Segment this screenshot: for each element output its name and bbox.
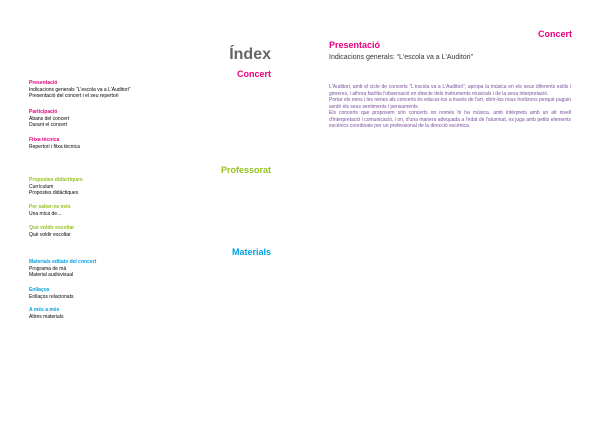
index-link[interactable]: Una mica de... <box>29 210 62 217</box>
section-concert: Concert <box>236 69 271 79</box>
group-title[interactable]: Enllaços <box>29 287 50 293</box>
index-link[interactable]: Durant el concert <box>29 122 68 128</box>
index-link[interactable]: Repertori i fitxa tècnica <box>29 143 80 150</box>
index-group-participacio <box>29 109 269 129</box>
index-group-fitxa-tecnica <box>29 137 269 150</box>
index-link[interactable]: Indicacions generals “L'escola va a L'Auditori” <box>29 86 131 93</box>
presentation-subtitle: Indicacions generals: “L'escola va a L'Auditori” <box>329 54 473 61</box>
body-paragraph: Portar els nens i les nenes als concerts és educar-los a través de l'art, obrir-los nous horitzons perquè puguin sentir els seus sentiments i pensaments. <box>329 97 571 110</box>
index-group-enllacos <box>29 287 269 300</box>
index-title: Índex <box>229 46 271 63</box>
index-link[interactable]: Propostes didàctiques <box>29 190 79 196</box>
index-link[interactable]: Què voldir escoltar <box>29 231 71 238</box>
body-paragraph: Els concerts que proposem són concerts on només hi ha música, amb intèrprets amb un alt nivell d'interpretació i comunicació, i on, d'una manera adequada a l'edat de l'alumnat, es juga amb petits elements escènics coordinats per un professional de la direcció escènica. <box>329 110 571 129</box>
group-title[interactable]: Participació <box>29 109 58 115</box>
index-group-materials-editats <box>29 259 269 279</box>
section-professorat: Professorat <box>220 165 271 175</box>
group-title[interactable]: Presentació <box>29 80 58 86</box>
index-group-mes <box>29 307 269 320</box>
presentation-page <box>300 0 600 424</box>
index-group-saber-mes <box>29 204 269 217</box>
body-paragraph: L'Auditori, amb el cicle de concerts “L'escola va a L'Auditori”, apropa la música en els seus diferents estils i gèneres, i alhora facilita l'observació en directe dels instruments musicals i de la seva interpretació. <box>329 84 571 97</box>
group-title[interactable]: Materials editats del concert <box>29 259 97 265</box>
index-group-escoltar <box>29 225 269 238</box>
index-group-presentacio <box>29 80 269 100</box>
group-title[interactable]: Propostes didàctiques <box>29 177 83 183</box>
group-title[interactable]: A més a més <box>29 307 60 313</box>
index-link[interactable]: Abans del concert <box>29 115 70 122</box>
index-link[interactable]: Currículum <box>29 183 54 190</box>
index-group-propostes <box>29 177 269 197</box>
page-header-concert: Concert <box>537 29 572 39</box>
presentation-body <box>329 84 571 130</box>
index-link[interactable]: Enllaços relacionats <box>29 293 74 300</box>
section-materials: Materials <box>231 247 271 257</box>
group-title[interactable]: Què voldir escoltar <box>29 225 75 231</box>
group-title[interactable]: Fitxa tècnica <box>29 137 60 143</box>
group-title[interactable]: Per saber-ne més <box>29 204 71 210</box>
index-link[interactable]: Material audiovisual <box>29 272 74 278</box>
presentation-title: Presentació <box>329 40 381 50</box>
index-link[interactable]: Presentació del concert i el seu repertori <box>29 93 119 99</box>
index-link[interactable]: Altres materials <box>29 313 64 320</box>
index-link[interactable]: Programa de mà <box>29 265 67 272</box>
